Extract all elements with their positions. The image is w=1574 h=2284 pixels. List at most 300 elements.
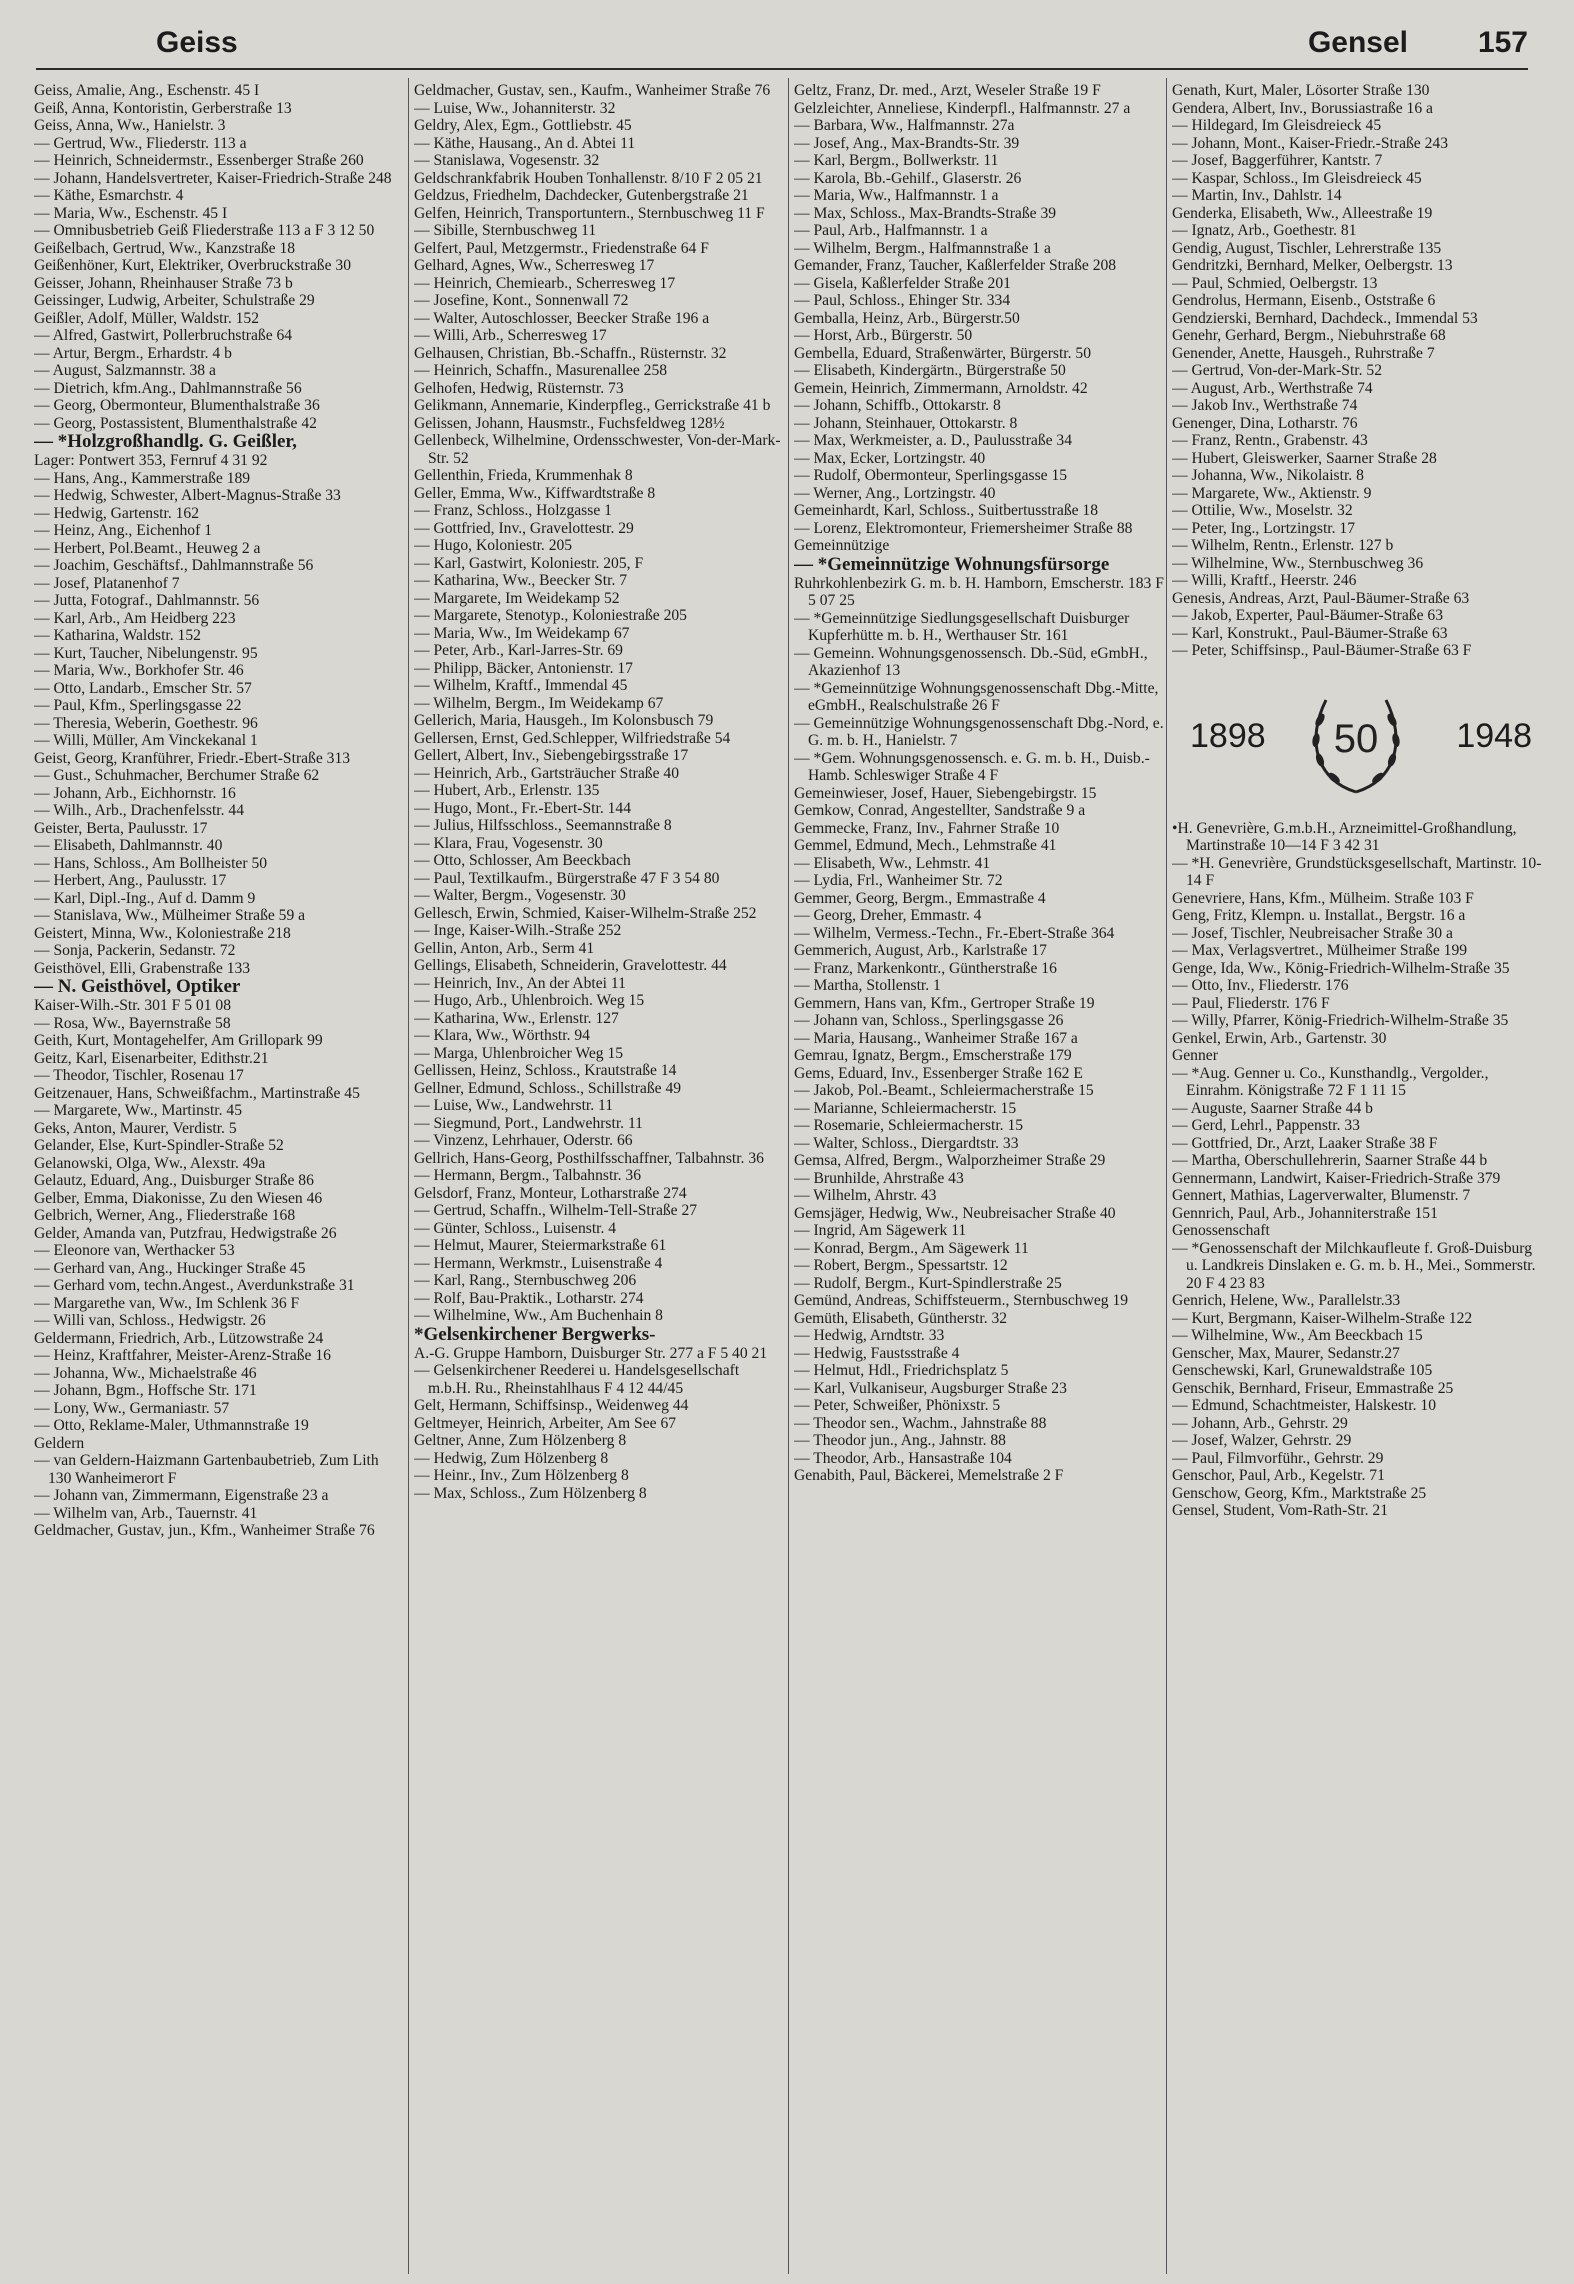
directory-entry: — Hubert, Arb., Erlenstr. 135: [414, 782, 600, 799]
directory-entry: Genschor, Paul, Arb., Kegelstr. 71: [1172, 1467, 1385, 1484]
directory-entry: — *Genossenschaft der Milchkaufleute f. Groß-Duisburg u. Landkreis Dinslaken e. G. m. b. H., Mei., Sommerstr. 20 F 4 23 83: [1172, 1239, 1536, 1292]
directory-entry: Gellert, Albert, Inv., Siebengebirgsstraße 17: [414, 747, 689, 764]
directory-entry: — Paul, Fliederstr. 176 F: [1172, 994, 1330, 1012]
directory-entry: Geissinger, Ludwig, Arbeiter, Schulstraße 29: [34, 292, 315, 309]
directory-entry: — Gerhard vom, techn.Angest., Averdunkstraße 31: [34, 1277, 355, 1294]
directory-entry: — Kurt, Bergmann, Kaiser-Wilhelm-Straße 122: [1172, 1309, 1473, 1327]
directory-entry: Gennrich, Paul, Arb., Johanniterstraße 151: [1172, 1204, 1438, 1222]
directory-entry: — Gerhard van, Ang., Huckinger Straße 45: [34, 1259, 306, 1277]
directory-entry: — Sonja, Packerin, Sedanstr. 72: [34, 942, 236, 959]
directory-entry: Geitz, Karl, Eisenarbeiter, Edithstr.21: [34, 1049, 269, 1067]
directory-entry: — Inge, Kaiser-Wilh.-Straße 252: [414, 922, 622, 939]
jubilee-number: 50: [1333, 716, 1379, 761]
directory-entry: Gelber, Emma, Diakonisse, Zu den Wiesen 46: [34, 1189, 323, 1207]
directory-entry: — Walter, Bergm., Vogesenstr. 30: [414, 887, 626, 904]
directory-entry: Genossenschaft: [1172, 1222, 1270, 1239]
directory-entry: — Johann, Arb., Eichhornstr. 16: [34, 784, 236, 802]
directory-entry: — Josef, Walzer, Gehrstr. 29: [1172, 1432, 1352, 1449]
directory-entry: — Gisela, Kaßlerfelder Straße 201: [794, 274, 1011, 292]
directory-entry: — *Gem. Wohnungsgenossensch. e. G. m. b. H., Duisb.-Hamb. Schleswiger Straße 4 F: [794, 749, 1150, 784]
directory-entry: Gemkow, Conrad, Angestellter, Sandstraße 9 a: [794, 802, 1086, 819]
directory-entry: — Hildegard, Im Gleisdreieck 45: [1172, 117, 1382, 134]
directory-entry: Gems, Eduard, Inv., Essenberger Straße 162 E: [794, 1064, 1083, 1082]
directory-entry: Genabith, Paul, Bäckerei, Memelstraße 2 F: [794, 1467, 1064, 1484]
directory-entry: Gemballa, Heinz, Arb., Bürgerstr.50: [794, 309, 1020, 327]
directory-entry: — Johann, Steinhauer, Ottokarstr. 8: [794, 414, 1018, 432]
directory-entry: Geldry, Alex, Egm., Gottliebstr. 45: [414, 117, 632, 134]
directory-entry: — Karl, Konstrukt., Paul-Bäumer-Straße 63: [1172, 624, 1448, 642]
directory-entry: — Margarete, Stenotyp., Koloniestraße 205: [414, 607, 687, 624]
directory-entry: — Vinzenz, Lehrhauer, Oderstr. 66: [414, 1132, 633, 1149]
directory-entry: — Otto, Reklame-Maler, Uthmannstraße 19: [34, 1417, 309, 1434]
directory-entry: — Franz, Markenkontr., Güntherstraße 16: [794, 959, 1057, 977]
column-divider: [408, 78, 409, 2274]
directory-entry: Genscher, Max, Maurer, Sedanstr.27: [1172, 1344, 1400, 1362]
directory-entry: Gemmerich, August, Arb., Karlstraße 17: [794, 942, 1047, 959]
directory-entry: — Karl, Bergm., Bollwerkstr. 11: [794, 152, 999, 169]
directory-entry: Geller, Emma, Ww., Kiffwardtstraße 8: [414, 484, 656, 502]
directory-entry: — Johann van, Zimmermann, Eigenstraße 23 a: [34, 1487, 329, 1504]
directory-entry: — Lorenz, Elektromonteur, Friemersheimer Straße 88: [794, 519, 1133, 537]
directory-entry: Geiss, Anna, Ww., Hanielstr. 3: [34, 117, 226, 134]
directory-entry: — Herbert, Pol.Beamt., Heuweg 2 a: [34, 539, 261, 557]
directory-entry: — Rudolf, Bergm., Kurt-Spindlerstraße 25: [794, 1274, 1062, 1292]
directory-entry: — Hermann, Bergm., Talbahnstr. 36: [414, 1167, 642, 1184]
directory-entry: — Omnibusbetrieb Geiß Fliederstraße 113 a F 3 12 50: [34, 222, 375, 239]
header-first-name: Geiss: [156, 26, 238, 59]
directory-entry: — Hermann, Werkmstr., Luisenstraße 4: [414, 1254, 663, 1272]
directory-entry: — Artur, Bergm., Erhardstr. 4 b: [34, 344, 232, 362]
directory-entry: — Rosemarie, Schleiermacherstr. 15: [794, 1117, 1024, 1134]
business-listing: *Gelsenkirchener Bergwerks-: [414, 1323, 656, 1345]
directory-entry: — Jutta, Fotograf., Dahlmannstr. 56: [34, 592, 260, 609]
directory-entry: — Margarethe van, Ww., Im Schlenk 36 F: [34, 1294, 300, 1312]
directory-entry: — Helmut, Hdl., Friedrichsplatz 5: [794, 1362, 1009, 1379]
directory-entry: Gellner, Edmund, Schloss., Schillstraße 49: [414, 1079, 682, 1097]
directory-entry: — Franz, Rentn., Grabenstr. 43: [1172, 432, 1368, 449]
jubilee-emblem: [1172, 680, 1542, 800]
directory-entry: — Hedwig, Schwester, Albert-Magnus-Straße 33: [34, 487, 341, 504]
column-2: [414, 82, 784, 2272]
directory-entry: — Julius, Hilfsschloss., Seemannstraße 8: [414, 817, 672, 834]
directory-entry: — Theresia, Weberin, Goethestr. 96: [34, 714, 258, 732]
business-listing: — *Gemeinnützige Wohnungsfürsorge: [794, 553, 1110, 575]
directory-entry: — Rudolf, Obermonteur, Sperlingsgasse 15: [794, 467, 1068, 484]
directory-entry: •H. Genevrière, G.m.b.H., Arzneimittel-Großhandlung, Martinstraße 10—14 F 3 42 31: [1172, 819, 1517, 854]
directory-entry: — Gust., Schuhmacher, Berchumer Straße 62: [34, 767, 320, 784]
directory-entry: Gellings, Elisabeth, Schneiderin, Gravelottestr. 44: [414, 957, 727, 974]
directory-entry: Geldzus, Friedhelm, Dachdecker, Gutenbergstraße 21: [414, 187, 749, 204]
directory-entry: Genrich, Helene, Ww., Parallelstr.33: [1172, 1292, 1401, 1309]
directory-entry: — Gertrud, Schaffn., Wilhelm-Tell-Straße 27: [414, 1202, 698, 1219]
directory-entry: Gendrolus, Hermann, Eisenb., Oststraße 6: [1172, 292, 1436, 309]
directory-entry: Genath, Kurt, Maler, Lösorter Straße 130: [1172, 82, 1430, 99]
directory-entry: Gellenthin, Frieda, Krummenhak 8: [414, 467, 633, 484]
directory-entry: — Max, Schloss., Max-Brandts-Straße 39: [794, 204, 1057, 222]
directory-entry: Gendig, August, Tischler, Lehrerstraße 135: [1172, 239, 1442, 257]
directory-entry: — Peter, Schiffsinsp., Paul-Bäumer-Straße 63 F: [1172, 642, 1472, 659]
directory-entry: — Horst, Arb., Bürgerstr. 50: [794, 327, 973, 344]
directory-entry: — Josef, Platanenhof 7: [34, 574, 180, 592]
directory-entry: Gemmel, Edmund, Mech., Lehmstraße 41: [794, 837, 1057, 854]
directory-entry: — Georg, Postassistent, Blumenthalstraße 42: [34, 414, 317, 432]
directory-entry: Gelikmann, Annemarie, Kinderpfleg., Gerrickstraße 41 b: [414, 397, 771, 414]
directory-entry: — Heinrich, Schneidermstr., Essenberger Straße 260: [34, 152, 364, 169]
directory-entry: — Ottilie, Ww., Moselstr. 32: [1172, 502, 1353, 519]
directory-entry: — Josef, Tischler, Neubreisacher Straße 30 a: [1172, 924, 1453, 942]
directory-entry: — Paul, Kfm., Sperlingsgasse 22: [34, 697, 242, 714]
directory-entry: — Paul, Arb., Halfmannstr. 1 a: [794, 222, 988, 239]
directory-entry: — Karl, Gastwirt, Koloniestr. 205, F: [414, 554, 644, 572]
directory-entry: Gennert, Mathias, Lagerverwalter, Blumenstr. 7: [1172, 1187, 1471, 1204]
directory-entry: — Karola, Bb.-Gehilf., Glaserstr. 26: [794, 169, 1022, 187]
directory-entry: — Herbert, Ang., Paulusstr. 17: [34, 872, 227, 889]
directory-entry: — Karl, Arb., Am Heidberg 223: [34, 609, 236, 627]
directory-entry: Geißelbach, Gertrud, Ww., Kanzstraße 18: [34, 239, 296, 257]
directory-entry: — Elisabeth, Dahlmannstr. 40: [34, 837, 223, 854]
directory-entry: — Eleonore van, Werthacker 53: [34, 1242, 235, 1259]
directory-entry: Genderka, Elisabeth, Ww., Alleestraße 19: [1172, 204, 1433, 222]
directory-entry: Geisthövel, Elli, Grabenstraße 133: [34, 959, 251, 977]
directory-entry: — Margarete, Ww., Martinstr. 45: [34, 1102, 243, 1119]
directory-entry: Geng, Fritz, Klempn. u. Installat., Bergstr. 16 a: [1172, 907, 1466, 924]
directory-entry: — Martha, Oberschullehrerin, Saarner Straße 44 b: [1172, 1152, 1488, 1169]
directory-entry: Geks, Anton, Maurer, Verdistr. 5: [34, 1119, 237, 1137]
directory-entry: Geldmacher, Gustav, jun., Kfm., Wanheimer Straße 76: [34, 1522, 375, 1539]
directory-entry: — Willi, Kraftf., Heerstr. 246: [1172, 572, 1357, 589]
directory-entry: — Ignatz, Arb., Goethestr. 81: [1172, 222, 1357, 239]
directory-entry: — Walter, Schloss., Diergardtstr. 33: [794, 1134, 1019, 1152]
directory-entry: — Paul, Schmied, Oelbergstr. 13: [1172, 274, 1378, 292]
directory-entry: — Martin, Inv., Dahlstr. 14: [1172, 187, 1342, 204]
directory-entry: — Maria, Ww., Im Weidekamp 67: [414, 624, 630, 642]
directory-entry: — Heinz, Kraftfahrer, Meister-Arenz-Straße 16: [34, 1347, 331, 1364]
directory-entry: Gemsa, Alfred, Bergm., Walporzheimer Straße 29: [794, 1152, 1106, 1169]
directory-entry: — Katharina, Ww., Beecker Str. 7: [414, 572, 628, 589]
directory-entry: — *Gemeinnützige Wohnungsgenossenschaft Dbg.-Mitte, eGmbH., Realschulstraße 26 F: [794, 679, 1159, 714]
column-divider: [788, 78, 789, 2274]
directory-entry: Geldschrankfabrik Houben Tonhallenstr. 8/10 F 2 05 21: [414, 169, 763, 187]
directory-entry: Gemünd, Andreas, Schiffsteuerm., Sternbuschweg 19: [794, 1292, 1129, 1309]
directory-entry: — Gemeinnützige Wohnungsgenossenschaft Dbg.-Nord, e. G. m. b. H., Hanielstr. 7: [794, 714, 1164, 749]
column-3: [794, 82, 1164, 2272]
directory-entry: — Marga, Uhlenbroicher Weg 15: [414, 1044, 624, 1062]
directory-entry: — Wilhelmine, Ww., Am Beeckbach 15: [1172, 1327, 1423, 1344]
directory-entry: — Jakob Inv., Werthstraße 74: [1172, 397, 1358, 414]
directory-entry: — Gertrud, Ww., Fliederstr. 113 a: [34, 134, 247, 152]
directory-entry: — Lydia, Frl., Wanheimer Str. 72: [794, 872, 1003, 889]
directory-entry: — Hans, Schloss., Am Bollheister 50: [34, 854, 268, 872]
directory-entry: Gelhofen, Hedwig, Rüsternstr. 73: [414, 379, 624, 397]
directory-entry: — Johann, Bgm., Hoffsche Str. 171: [34, 1382, 257, 1399]
column-4: [1172, 82, 1542, 2272]
directory-entry: — Wilhelm, Bergm., Im Weidekamp 67: [414, 694, 664, 712]
directory-entry: — Willi van, Schloss., Hedwigstr. 26: [34, 1312, 266, 1329]
directory-entry: — Helmut, Maurer, Steiermarkstraße 61: [414, 1237, 667, 1254]
directory-entry: — Wilhelmine, Ww., Am Buchenhain 8: [414, 1307, 663, 1324]
directory-entry: Gelzleichter, Anneliese, Kinderpfl., Halfmannstr. 27 a: [794, 99, 1131, 117]
directory-entry: Gelsdorf, Franz, Monteur, Lotharstraße 274: [414, 1184, 687, 1202]
directory-entry: Gelhausen, Christian, Bb.-Schaffn., Rüsternstr. 32: [414, 344, 727, 362]
directory-entry: — Rolf, Bau-Praktik., Lotharstr. 274: [414, 1289, 644, 1307]
directory-entry: — Georg, Obermonteur, Blumenthalstraße 36: [34, 397, 320, 414]
directory-entry: — Peter, Schweißer, Phönixstr. 5: [794, 1397, 1001, 1414]
directory-entry: Geltz, Franz, Dr. med., Arzt, Weseler Straße 19 F: [794, 82, 1101, 99]
directory-entry: Genschewski, Karl, Grunewaldstraße 105: [1172, 1362, 1433, 1379]
directory-entry: — Werner, Ang., Lortzingstr. 40: [794, 484, 996, 502]
directory-entry: Genenger, Dina, Lotharstr. 76: [1172, 414, 1358, 432]
directory-entry: Gelfert, Paul, Metzgermstr., Friedenstraße 64 F: [414, 239, 709, 257]
directory-entry: — Wilhelm, Ahrstr. 43: [794, 1187, 937, 1204]
column-1: [34, 82, 404, 2272]
directory-entry: — Klara, Frau, Vogesenstr. 30: [414, 834, 603, 852]
directory-entry: — Käthe, Hausang., An d. Abtei 11: [414, 134, 636, 152]
directory-entry: Ruhrkohlenbezirk G. m. b. H. Hamborn, Emscherstr. 183 F 5 07 25: [794, 574, 1164, 609]
directory-entry: — Lony, Ww., Germaniastr. 57: [34, 1399, 230, 1417]
directory-entry: — Johann, Schiffb., Ottokarstr. 8: [794, 397, 1001, 414]
directory-entry: Gemmecke, Franz, Inv., Fahrner Straße 10: [794, 819, 1060, 837]
directory-entry: Gelfen, Heinrich, Transportuntern., Sternbuschweg 11 F: [414, 204, 765, 222]
directory-entry: — Max, Schloss., Zum Hölzenberg 8: [414, 1484, 647, 1502]
directory-entry: Geißenhöner, Kurt, Elektriker, Overbruckstraße 30: [34, 257, 352, 274]
directory-entry: Gelbrich, Werner, Ang., Fliederstraße 168: [34, 1207, 296, 1224]
directory-entry: Gellin, Anton, Arb., Serm 41: [414, 939, 595, 957]
directory-entry: — Kaspar, Schloss., Im Gleisdreieck 45: [1172, 169, 1422, 187]
directory-entry: — Gerd, Lehrl., Pappenstr. 33: [1172, 1117, 1360, 1134]
directory-entry: — Klara, Ww., Wörthstr. 94: [414, 1027, 590, 1044]
directory-entry: — Hugo, Mont., Fr.-Ebert-Str. 144: [414, 799, 632, 817]
jubilee-year-end: 1948: [1456, 716, 1532, 755]
directory-entry: Gemeinnützige: [794, 537, 890, 554]
directory-entry: Genehr, Gerhard, Bergm., Niebuhrstraße 68: [1172, 327, 1446, 344]
directory-entry: Geißler, Adolf, Müller, Waldstr. 152: [34, 309, 260, 327]
directory-entry: — Otto, Inv., Fliederstr. 176: [1172, 977, 1349, 994]
directory-entry: — Theodor, Arb., Hansastraße 104: [794, 1449, 1012, 1467]
directory-entry: Gensel, Student, Vom-Rath-Str. 21: [1172, 1502, 1389, 1519]
directory-entry: — Maria, Ww., Halfmannstr. 1 a: [794, 187, 999, 204]
directory-entry: — Paul, Textilkaufm., Bürgerstraße 47 F 3 54 80: [414, 869, 720, 887]
directory-entry: — Luise, Ww., Landwehrstr. 11: [414, 1097, 614, 1114]
directory-entry: — Gemeinn. Wohnungsgenossensch. Db.-Süd, eGmbH., Akazienhof 13: [794, 644, 1148, 679]
directory-entry: — Wilhelm, Kraftf., Immendal 45: [414, 677, 628, 694]
directory-entry: — Hubert, Gleiswerker, Saarner Straße 28: [1172, 449, 1437, 467]
directory-entry: — Sibille, Sternbuschweg 11: [414, 222, 597, 239]
directory-entry: Gemmer, Georg, Bergm., Emmastraße 4: [794, 889, 1046, 907]
directory-entry: — Josef, Baggerführer, Kantstr. 7: [1172, 152, 1383, 169]
directory-entry: Gelissen, Johann, Hausmstr., Fuchsfeldweg 128½: [414, 414, 725, 432]
directory-entry: — Luise, Ww., Johanniterstr. 32: [414, 99, 616, 117]
jubilee-year-start: 1898: [1190, 716, 1266, 755]
directory-entry: Genner: [1172, 1047, 1218, 1064]
page-number: 157: [1477, 26, 1528, 59]
directory-entry: Genschik, Bernhard, Friseur, Emmastraße 25: [1172, 1379, 1454, 1397]
directory-entry: — Wilhelm, Vermess.-Techn., Fr.-Ebert-Straße 364: [794, 924, 1115, 942]
directory-entry: — Käthe, Esmarchstr. 4: [34, 187, 184, 204]
directory-entry: — Willy, Pfarrer, König-Friedrich-Wilhelm-Straße 35: [1172, 1012, 1509, 1029]
directory-entry: — Franz, Schloss., Holzgasse 1: [414, 502, 612, 519]
directory-entry: — Theodor jun., Ang., Jahnstr. 88: [794, 1432, 1006, 1449]
directory-entry: Gemrau, Ignatz, Bergm., Emscherstraße 179: [794, 1047, 1072, 1064]
directory-entry: Geith, Kurt, Montagehelfer, Am Grillopark 99: [34, 1032, 323, 1049]
directory-entry: Gellenbeck, Wilhelmine, Ordensschwester, Von-der-Mark-Str. 52: [414, 432, 781, 467]
directory-entry: Gemmern, Hans van, Kfm., Gertroper Straße 19: [794, 994, 1095, 1012]
directory-entry: — Karl, Rang., Sternbuschweg 206: [414, 1272, 637, 1289]
directory-entry: Gemsjäger, Hedwig, Ww., Neubreisacher Straße 40: [794, 1204, 1116, 1222]
directory-entry: — Johanna, Ww., Nikolaistr. 8: [1172, 467, 1364, 484]
directory-entry: — Heinrich, Schaffn., Masurenallee 258: [414, 362, 668, 379]
directory-entry: — Elisabeth, Ww., Lehmstr. 41: [794, 854, 991, 872]
directory-entry: — Johann, Arb., Gehrstr. 29: [1172, 1414, 1348, 1432]
directory-entry: — Katharina, Ww., Erlenstr. 127: [414, 1009, 619, 1027]
directory-entry: — Johanna, Ww., Michaelstraße 46: [34, 1364, 257, 1382]
header-last-name: Gensel: [1307, 26, 1408, 59]
directory-entry: Genkel, Erwin, Arb., Gartenstr. 30: [1172, 1029, 1387, 1047]
directory-entry: — Josefine, Kont., Sonnenwall 72: [414, 292, 629, 309]
laurel-wreath-icon: [1296, 680, 1416, 800]
directory-entry: — Gottfried, Inv., Gravelottestr. 29: [414, 519, 634, 537]
directory-entry: Gellissen, Heinz, Schloss., Krautstraße 14: [414, 1062, 677, 1079]
directory-entry: Gendera, Albert, Inv., Borussiastraße 16 a: [1172, 99, 1433, 117]
directory-entry: — Marianne, Schleiermacherstr. 15: [794, 1099, 1017, 1117]
directory-entry: Gelautz, Eduard, Ang., Duisburger Straße 86: [34, 1172, 314, 1189]
directory-entry: Gelt, Hermann, Schiffsinsp., Weidenweg 44: [414, 1397, 689, 1414]
directory-entry: Gelhard, Agnes, Ww., Scherresweg 17: [414, 257, 655, 274]
directory-entry: — *Aug. Genner u. Co., Kunsthandlg., Vergolder., Einrahm. Königstraße 72 F 1 11 15: [1172, 1064, 1489, 1099]
directory-entry: Gellesch, Erwin, Schmied, Kaiser-Wilhelm-Straße 252: [414, 904, 757, 922]
directory-entry: Gellrich, Hans-Georg, Posthilfsschaffner, Talbahnstr. 36: [414, 1149, 764, 1167]
directory-entry: Gellerich, Maria, Hausgeh., Im Kolonsbusch 79: [414, 712, 714, 729]
directory-entry: Gemüth, Elisabeth, Güntherstr. 32: [794, 1309, 1008, 1327]
directory-entry: — Heinrich, Chemiearb., Scherresweg 17: [414, 274, 676, 292]
page-header: [36, 22, 1528, 70]
directory-entry: — Heinrich, Inv., An der Abtei 11: [414, 974, 626, 992]
directory-entry: — Martha, Stollenstr. 1: [794, 977, 941, 994]
directory-entry: Geldern: [34, 1434, 85, 1452]
directory-entry: — Margarete, Im Weidekamp 52: [414, 589, 620, 607]
directory-entry: Geist, Georg, Kranführer, Friedr.-Ebert-Straße 313: [34, 749, 351, 767]
directory-entry: Genge, Ida, Ww., König-Friedrich-Wilhelm-Straße 35: [1172, 959, 1510, 977]
directory-entry: — Hedwig, Arndtstr. 33: [794, 1327, 945, 1344]
business-listing: — N. Geisthövel, Optiker: [34, 976, 241, 997]
directory-entry: — Gelsenkirchener Reederei u. Handelsgesellschaft m.b.H. Ru., Rheinstahlhaus F 4 12 44/45: [414, 1362, 740, 1397]
directory-entry: Gemein, Heinrich, Zimmermann, Arnoldstr. 42: [794, 379, 1088, 397]
directory-entry: — Otto, Landarb., Emscher Str. 57: [34, 679, 252, 697]
directory-entry: — Wilhelm van, Arb., Tauernstr. 41: [34, 1504, 258, 1522]
directory-entry: — Edmund, Schachtmeister, Halskestr. 10: [1172, 1397, 1436, 1414]
directory-entry: — Jakob, Experter, Paul-Bäumer-Straße 63: [1172, 607, 1444, 624]
directory-entry: — Maria, Ww., Eschenstr. 45 I: [34, 204, 228, 222]
directory-entry: Geltner, Anne, Zum Hölzenberg 8: [414, 1432, 627, 1449]
directory-entry: — Stanislava, Ww., Mülheimer Straße 59 a: [34, 907, 306, 924]
directory-entry: — Theodor sen., Wachm., Jahnstraße 88: [794, 1414, 1047, 1432]
directory-entry: — Heinr., Inv., Zum Hölzenberg 8: [414, 1467, 629, 1484]
directory-entry: — Wilhelm, Rentn., Erlenstr. 127 b: [1172, 537, 1394, 554]
directory-entry: Gembella, Eduard, Straßenwärter, Bürgerstr. 50: [794, 344, 1092, 362]
directory-entry: Geltmeyer, Heinrich, Arbeiter, Am See 67: [414, 1414, 677, 1432]
directory-entry: — Kurt, Taucher, Nibelungenstr. 95: [34, 644, 258, 662]
directory-entry: Gelander, Else, Kurt-Spindler-Straße 52: [34, 1137, 284, 1154]
directory-entry: Gendzierski, Bernhard, Dachdeck., Immendal 53: [1172, 309, 1478, 327]
directory-entry: Geister, Berta, Paulusstr. 17: [34, 819, 208, 837]
directory-entry: — Joachim, Geschäftsf., Dahlmannstraße 56: [34, 557, 314, 574]
directory-entry: — *H. Genevrière, Grundstücksgesellschaft, Martinstr. 10-14 F: [1172, 854, 1542, 889]
business-listing: — *Holzgroßhandlg. G. Geißler,: [34, 431, 297, 452]
directory-entry: A.-G. Gruppe Hamborn, Duisburger Str. 277 a F 5 40 21: [414, 1344, 768, 1362]
directory-entry: Geiß, Anna, Kontoristin, Gerberstraße 13: [34, 99, 292, 117]
directory-entry: — Georg, Dreher, Emmastr. 4: [794, 907, 982, 924]
directory-entry: Gemander, Franz, Taucher, Kaßlerfelder Straße 208: [794, 257, 1117, 274]
directory-entry: — Hedwig, Faustsstraße 4: [794, 1344, 960, 1362]
directory-entry: — Hugo, Koloniestr. 205: [414, 537, 573, 554]
directory-entry: — van Geldern-Haizmann Gartenbaubetrieb, Zum Lith 130 Wanheimerort F: [34, 1452, 379, 1487]
directory-entry: Geiss, Amalie, Ang., Eschenstr. 45 I: [34, 82, 260, 99]
directory-entry: — Willi, Müller, Am Vinckekanal 1: [34, 732, 258, 749]
directory-entry: — Margarete, Ww., Aktienstr. 9: [1172, 484, 1372, 502]
directory-entry: — Karl, Vulkaniseur, Augsburger Straße 23: [794, 1379, 1067, 1397]
directory-entry: — Brunhilde, Ahrstraße 43: [794, 1169, 964, 1187]
directory-entry: — Jakob, Pol.-Beamt., Schleiermacherstraße 15: [794, 1082, 1094, 1099]
directory-entry: — Walter, Autoschlosser, Beecker Straße 196 a: [414, 309, 710, 327]
directory-entry: Genschow, Georg, Kfm., Marktstraße 25: [1172, 1484, 1427, 1502]
directory-entry: — Hedwig, Zum Hölzenberg 8: [414, 1449, 609, 1467]
directory-entry: — Dietrich, kfm.Ang., Dahlmannstraße 56: [34, 379, 302, 397]
directory-entry: Gennermann, Landwirt, Kaiser-Friedrich-Straße 379: [1172, 1169, 1501, 1187]
directory-entry: — Auguste, Saarner Straße 44 b: [1172, 1099, 1373, 1117]
directory-entry: Gemeinhardt, Karl, Schloss., Suitbertusstraße 18: [794, 502, 1099, 519]
directory-entry: — Johann, Handelsvertreter, Kaiser-Friedrich-Straße 248: [34, 169, 392, 187]
directory-entry: — Johann, Mont., Kaiser-Friedr.-Straße 243: [1172, 134, 1448, 152]
column-divider: [1166, 78, 1167, 2274]
directory-entry: — Maria, Ww., Borkhofer Str. 46: [34, 662, 244, 679]
directory-entry: — Günter, Schloss., Luisenstr. 4: [414, 1219, 617, 1237]
directory-entry: Lager: Pontwert 353, Fernruf 4 31 92: [34, 452, 268, 469]
directory-entry: — Wilhelm, Bergm., Halfmannstraße 1 a: [794, 239, 1051, 257]
directory-entry: — Alfred, Gastwirt, Pollerbruchstraße 64: [34, 327, 293, 344]
directory-entry: Gendritzki, Bernhard, Melker, Oelbergstr. 13: [1172, 257, 1453, 274]
directory-entry: — Gertrud, Von-der-Mark-Str. 52: [1172, 362, 1383, 379]
directory-entry: — Hans, Ang., Kammerstraße 189: [34, 469, 251, 487]
directory-entry: — Otto, Schlosser, Am Beeckbach: [414, 852, 631, 869]
directory-entry: — Wilh., Arb., Drachenfelsstr. 44: [34, 802, 244, 819]
directory-entry: — Theodor, Tischler, Rosenau 17: [34, 1067, 244, 1084]
directory-entry: — August, Salzmannstr. 38 a: [34, 362, 216, 379]
directory-entry: — Paul, Schloss., Ehinger Str. 334: [794, 292, 1011, 309]
directory-entry: — Katharina, Waldstr. 152: [34, 627, 201, 644]
directory-entry: — *Gemeinnützige Siedlungsgesellschaft Duisburger Kupferhütte m. b. H., Werthauser Str. 161: [794, 609, 1130, 644]
directory-entry: — Maria, Hausang., Wanheimer Straße 167 a: [794, 1029, 1078, 1047]
directory-entry: — Konrad, Bergm., Am Sägewerk 11: [794, 1239, 1029, 1257]
directory-entry: — Philipp, Bäcker, Antonienstr. 17: [414, 659, 633, 677]
directory-entry: — Max, Ecker, Lortzingstr. 40: [794, 449, 986, 467]
directory-entry: Geistert, Minna, Ww., Koloniestraße 218: [34, 924, 291, 942]
directory-entry: Geldmacher, Gustav, sen., Kaufm., Wanheimer Straße 76: [414, 82, 771, 99]
directory-entry: — Josef, Ang., Max-Brandts-Str. 39: [794, 134, 1020, 152]
directory-entry: — Hedwig, Gartenstr. 162: [34, 504, 200, 522]
directory-entry: Genevriere, Hans, Kfm., Mülheim. Straße 103 F: [1172, 889, 1474, 907]
directory-entry: — Ingrid, Am Sägewerk 11: [794, 1222, 967, 1239]
directory-entry: Kaiser-Wilh.-Str. 301 F 5 01 08: [34, 997, 231, 1014]
directory-entry: Genesis, Andreas, Arzt, Paul-Bäumer-Straße 63: [1172, 589, 1470, 607]
directory-entry: Geisser, Johann, Rheinhauser Straße 73 b: [34, 274, 293, 292]
directory-entry: Genender, Anette, Hausgeh., Ruhrstraße 7: [1172, 344, 1435, 362]
directory-entry: — Heinrich, Arb., Gartsträucher Straße 40: [414, 764, 680, 782]
directory-entry: Geldermann, Friedrich, Arb., Lützowstraße 24: [34, 1329, 324, 1347]
directory-entry: — Karl, Dipl.-Ing., Auf d. Damm 9: [34, 889, 256, 907]
directory-entry: Gelder, Amanda van, Putzfrau, Hedwigstraße 26: [34, 1224, 337, 1242]
directory-entry: — Rosa, Ww., Bayernstraße 58: [34, 1014, 231, 1032]
directory-entry: — Peter, Ing., Lortzingstr. 17: [1172, 519, 1356, 537]
directory-entry: — Johann van, Schloss., Sperlingsgasse 26: [794, 1012, 1064, 1029]
